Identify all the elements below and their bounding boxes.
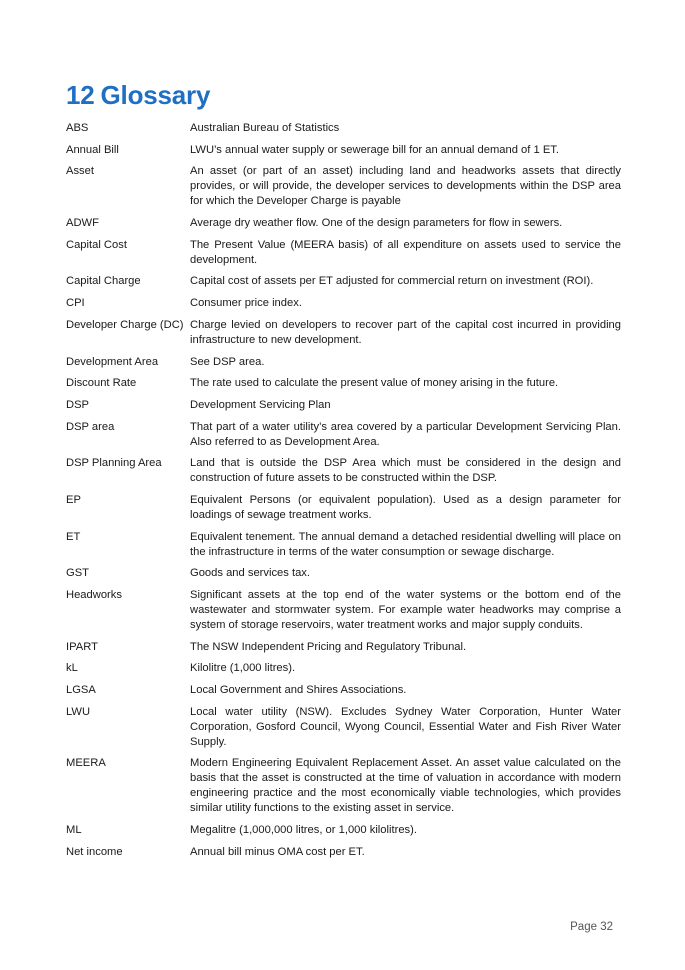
glossary-entry xyxy=(66,121,621,136)
glossary-term: ABS xyxy=(66,122,89,134)
glossary-definition: Significant assets at the top end of the water systems or the bottom end of the wastewater and stormwater system. For example water headworks may comprise a system of storage reservoirs, water treatment works and major supply conduits. xyxy=(190,589,621,631)
glossary-definition: Goods and services tax. xyxy=(190,567,311,580)
glossary-definition: The rate used to calculate the present value of money arising in the future. xyxy=(190,377,559,390)
glossary-entry xyxy=(66,398,621,413)
glossary-term: DSP area xyxy=(66,420,115,433)
glossary-definition: Development Servicing Plan xyxy=(190,398,331,411)
glossary-definition: An asset (or part of an asset) including land and headworks assets that directly provides, or will provide, the developer services to developments within the DSP area for which the Developer Charge is payable xyxy=(190,165,621,208)
glossary-entry xyxy=(66,274,621,289)
glossary-definition: Average dry weather flow. One of the design parameters for flow in sewers. xyxy=(190,217,563,230)
glossary-entry xyxy=(66,164,621,209)
glossary-term: ADWF xyxy=(66,217,99,230)
glossary-definition: Equivalent tenement. The annual demand a detached residential dwelling will place on the infrastructure in terms of the water consumption or sewage discharge. xyxy=(190,530,621,558)
glossary-entry xyxy=(66,318,621,348)
glossary-definition: Local water utility (NSW). Excludes Sydney Water Corporation, Hunter Water Corporation, Gosford Council, Wyong Council, Essential Water and Fish River Water Supply. xyxy=(190,705,621,748)
glossary-term: DSP xyxy=(66,398,90,411)
glossary-entry xyxy=(66,530,621,560)
glossary-term: LWU xyxy=(66,705,91,718)
glossary-term: ET xyxy=(66,530,81,543)
glossary-term: Asset xyxy=(66,165,94,178)
glossary-entry xyxy=(66,456,621,486)
glossary-definition: The Present Value (MEERA basis) of all expenditure on assets used to service the development. xyxy=(190,238,621,266)
glossary-entry xyxy=(66,296,621,311)
glossary-term: IPART xyxy=(66,640,98,653)
glossary-term: Net income xyxy=(66,845,123,858)
section-title: Glossary xyxy=(100,80,211,110)
glossary-entry xyxy=(66,376,621,391)
glossary-term: Capital Cost xyxy=(66,238,127,251)
glossary-term: Capital Charge xyxy=(66,275,141,288)
glossary-entry xyxy=(66,661,621,676)
glossary-definition: Annual bill minus OMA cost per ET. xyxy=(190,845,365,858)
glossary-entry xyxy=(66,216,621,231)
glossary-entry xyxy=(66,823,621,838)
glossary-entry xyxy=(66,143,621,158)
glossary-definition: Capital cost of assets per ET adjusted for commercial return on investment (ROI). xyxy=(190,275,594,288)
glossary-definition: Kilolitre (1,000 litres). xyxy=(190,662,296,675)
glossary-term: ML xyxy=(66,824,82,837)
glossary-term: EP xyxy=(66,493,81,506)
glossary-term: Development Area xyxy=(66,355,159,368)
glossary-entry xyxy=(66,705,621,750)
glossary-term: Developer Charge (DC) xyxy=(66,318,184,331)
glossary-entry xyxy=(66,588,621,633)
glossary-term: LGSA xyxy=(66,684,96,697)
glossary-definition: See DSP area. xyxy=(190,355,265,368)
glossary-definition: Modern Engineering Equivalent Replacement Asset. An asset value calculated on the basis that the asset is constructed at the time of valuation in accordance with modern engineering practice and the most economically viable technologies, which provides similar utility functions to the existing asset in service. xyxy=(190,757,621,815)
glossary-term: kL xyxy=(66,662,78,675)
glossary-entry xyxy=(66,238,621,268)
glossary-definition: Equivalent Persons (or equivalent population). Used as a design parameter for loadings of sewage treatment works. xyxy=(190,493,621,521)
glossary-entry xyxy=(66,845,621,860)
glossary-entry xyxy=(66,756,621,816)
glossary-term: MEERA xyxy=(66,757,106,770)
page-title xyxy=(66,80,210,111)
glossary-entry xyxy=(66,355,621,370)
glossary-definition: The NSW Independent Pricing and Regulatory Tribunal. xyxy=(190,640,467,653)
glossary-entry xyxy=(66,566,621,581)
page-number: Page 32 xyxy=(570,921,613,933)
glossary-term: Discount Rate xyxy=(66,377,137,390)
glossary-term: Headworks xyxy=(66,589,122,601)
glossary-term: Annual Bill xyxy=(66,143,119,156)
section-number: 12 xyxy=(66,80,95,110)
glossary-definition: Charge levied on developers to recover part of the capital cost incurred in providing infrastructure to new development. xyxy=(190,318,621,346)
glossary-definition: Local Government and Shires Associations. xyxy=(190,684,407,697)
glossary-term: DSP Planning Area xyxy=(66,457,162,470)
glossary-list xyxy=(66,121,621,867)
glossary-definition: Consumer price index. xyxy=(190,297,302,310)
glossary-entry xyxy=(66,683,621,698)
glossary-term: GST xyxy=(66,567,89,580)
glossary-definition: Land that is outside the DSP Area which must be considered in the design and construction of future assets to be constructed within the DSP. xyxy=(190,457,621,485)
glossary-definition: That part of a water utility’s area covered by a particular Development Servicing Plan. Also referred to as Development Area. xyxy=(190,420,621,448)
glossary-entry xyxy=(66,420,621,450)
glossary-term: CPI xyxy=(66,297,85,310)
glossary-definition: Australian Bureau of Statistics xyxy=(190,122,340,134)
glossary-entry xyxy=(66,493,621,523)
glossary-entry xyxy=(66,640,621,655)
glossary-definition: LWU’s annual water supply or sewerage bill for an annual demand of 1 ET. xyxy=(190,143,559,156)
glossary-definition: Megalitre (1,000,000 litres, or 1,000 kilolitres). xyxy=(190,824,417,837)
